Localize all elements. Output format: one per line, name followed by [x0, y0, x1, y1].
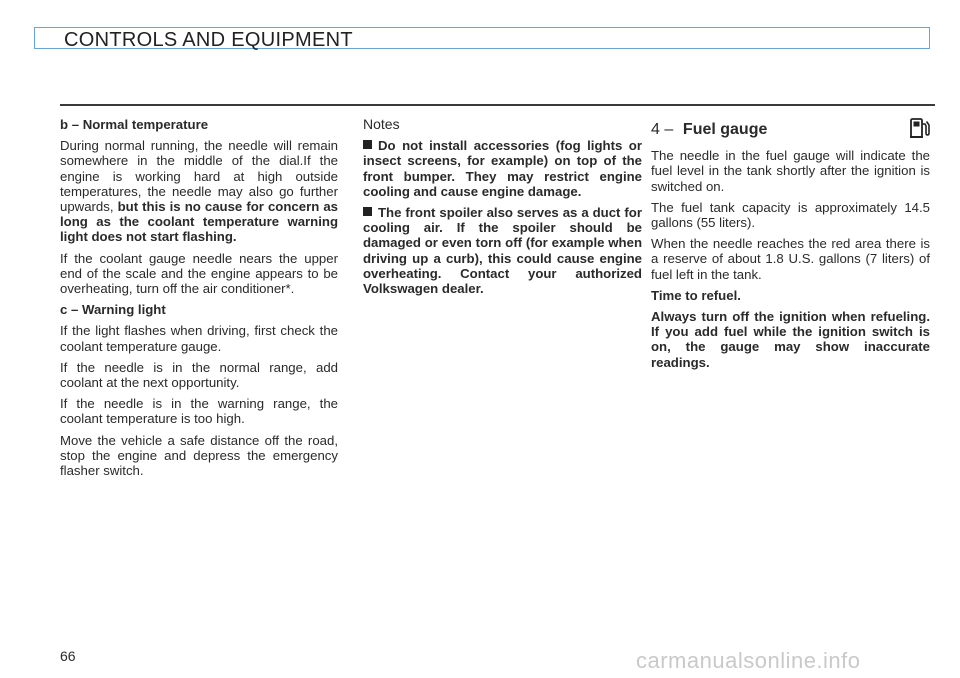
- paragraph-overheating: If the coolant gauge needle nears the upper end of the scale and the engine appears to be overheating, turn off the air conditioner*.: [60, 250, 338, 297]
- note-text: The front spoiler also serves as a duct for cooling air. If the spoiler should be damaged or even torn off (for example when driving up a curb), this could cause engine overheating. Contact your authorized Volkswagen dealer.: [363, 205, 642, 297]
- note-item: [363, 138, 642, 199]
- bullet-icon: [363, 140, 372, 149]
- fuel-gauge-heading-row: [651, 117, 930, 142]
- notes-heading: Notes: [363, 116, 400, 132]
- normal-temp-text: During normal running, the needle will remain somewhere in the middle of the dial.If the engine is working hard at high outside temperatures, the needle may also go further upwards,: [60, 138, 338, 215]
- paragraph-normal-temperature: [60, 138, 338, 244]
- heading-normal-temperature: b – Normal temperature: [60, 117, 209, 132]
- fuel-pump-icon: [908, 117, 930, 142]
- paragraph-fuel-2: The fuel tank capacity is approximately 14.5 gallons (55 liters).: [651, 199, 930, 231]
- paragraph-warning-3: If the needle is in the warning range, the coolant temperature is too high.: [60, 396, 338, 427]
- note-item: [363, 205, 642, 296]
- paragraph-warning-4: Move the vehicle a safe distance off the road, stop the engine and depress the emergency flasher switch.: [60, 432, 338, 479]
- bullet-icon: [363, 207, 372, 216]
- paragraph-refuel-warning: Always turn off the ignition when refueling. If you add fuel while the ignition switch is on, the gauge may show inaccurate readings.: [651, 309, 930, 370]
- column-notes: [363, 117, 642, 302]
- note-text: Do not install accessories (fog lights or insect screens, for example) on top of the front bumper. They may restrict engine cooling and cause engine damage.: [363, 138, 642, 199]
- normal-temp-bold-text: but this is no cause for concern as long as the coolant temperature warning light does not start flashing.: [60, 199, 338, 245]
- page-title: CONTROLS AND EQUIPMENT: [64, 29, 353, 51]
- column-fuel-gauge: [651, 117, 930, 376]
- paragraph-fuel-3: When the needle reaches the red area there is a reserve of about 1.8 U.S. gallons (7 liters) of fuel left in the tank.: [651, 236, 930, 282]
- page-number: 66: [60, 648, 76, 664]
- paragraph-fuel-1: The needle in the fuel gauge will indicate the fuel level in the tank shortly after the ignition is switched on.: [651, 148, 930, 194]
- column-temperature: [60, 117, 338, 484]
- paragraph-time-to-refuel: Time to refuel.: [651, 287, 741, 303]
- watermark: carmanualsonline.info: [636, 648, 861, 673]
- paragraph-warning-1: If the light flashes when driving, first check the coolant temperature gauge.: [60, 323, 338, 354]
- section-divider: [60, 104, 935, 106]
- heading-fuel-gauge: Fuel gauge: [682, 121, 768, 138]
- section-number: 4 –: [651, 121, 674, 138]
- paragraph-warning-2: If the needle is in the normal range, add coolant at the next opportunity.: [60, 359, 338, 391]
- heading-warning-light: c – Warning light: [60, 302, 166, 318]
